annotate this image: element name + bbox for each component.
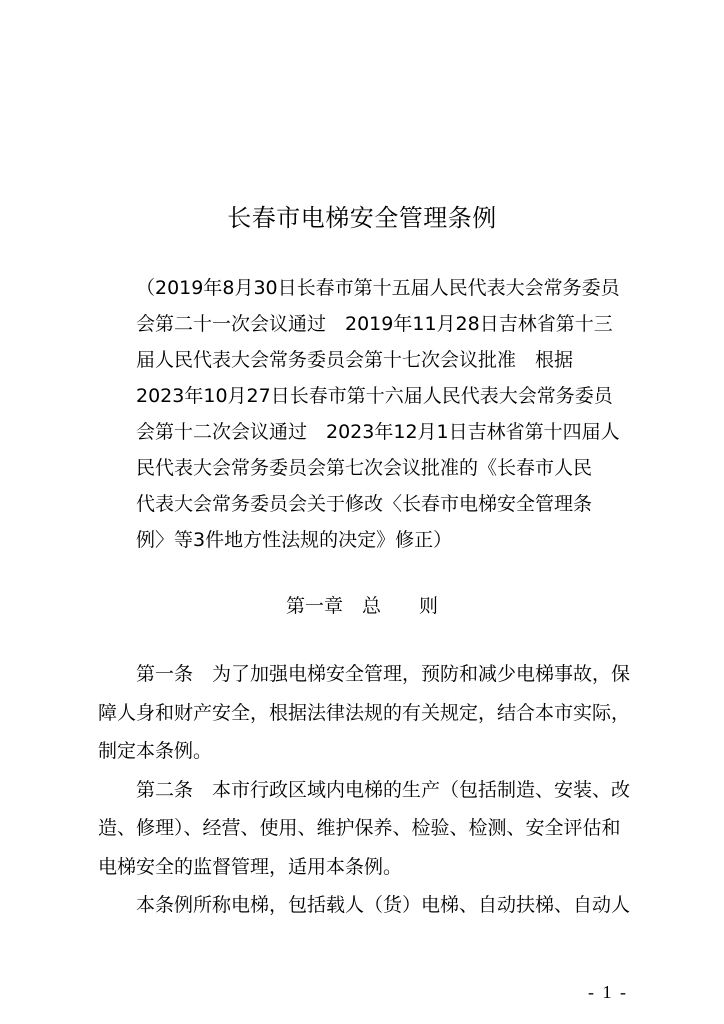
document-title: 长春市电梯安全管理条例 — [227, 204, 497, 232]
article-1-line: 障人身和财产安全，根据法律法规的有关规定，结合本市实际， — [98, 701, 631, 724]
article-1-line: 制定本条例。 — [98, 740, 213, 762]
history-line: 会第二十一次会议通过 2019年11月28日吉林省第十三 — [136, 313, 613, 335]
article-2-line: 造、修理）、经营、使用、维护保养、检验、检测、安全评估和 — [98, 817, 621, 839]
history-line: 会第十二次会议通过 2023年12月1日吉林省第十四届人 — [136, 421, 620, 443]
article-2-line: 电梯安全的监督管理，适用本条例。 — [98, 855, 403, 878]
history-line: （2019年8月30日长春市第十五届人民代表大会常务委员 — [136, 277, 620, 299]
amendment-history — [136, 270, 620, 558]
article-2-paragraph-line: 本条例所称电梯，包括载人（货）电梯、自动扶梯、自动人 — [136, 894, 631, 916]
history-line: 例〉等3件地方性法规的决定》修正） — [136, 529, 453, 551]
page-number: - 1 - — [588, 982, 628, 1002]
chapter-heading: 第一章 总 则 — [285, 595, 438, 617]
history-line: 民代表大会常务委员会第七次会议批准的《长春市人民 — [136, 457, 593, 479]
article-1-line: 第一条 为了加强电梯安全管理，预防和减少电梯事故，保 — [136, 663, 631, 685]
history-line: 2023年10月27日长春市第十六届人民代表大会常务委员 — [136, 385, 613, 407]
article-2-line: 第二条 本市行政区域内电梯的生产（包括制造、安装、改 — [136, 778, 631, 801]
body-text — [98, 655, 643, 925]
history-line: 代表大会常务委员会关于修改〈长春市电梯安全管理条 — [136, 493, 593, 515]
history-line: 届人民代表大会常务委员会第十七次会议批准 根据 — [136, 349, 574, 371]
